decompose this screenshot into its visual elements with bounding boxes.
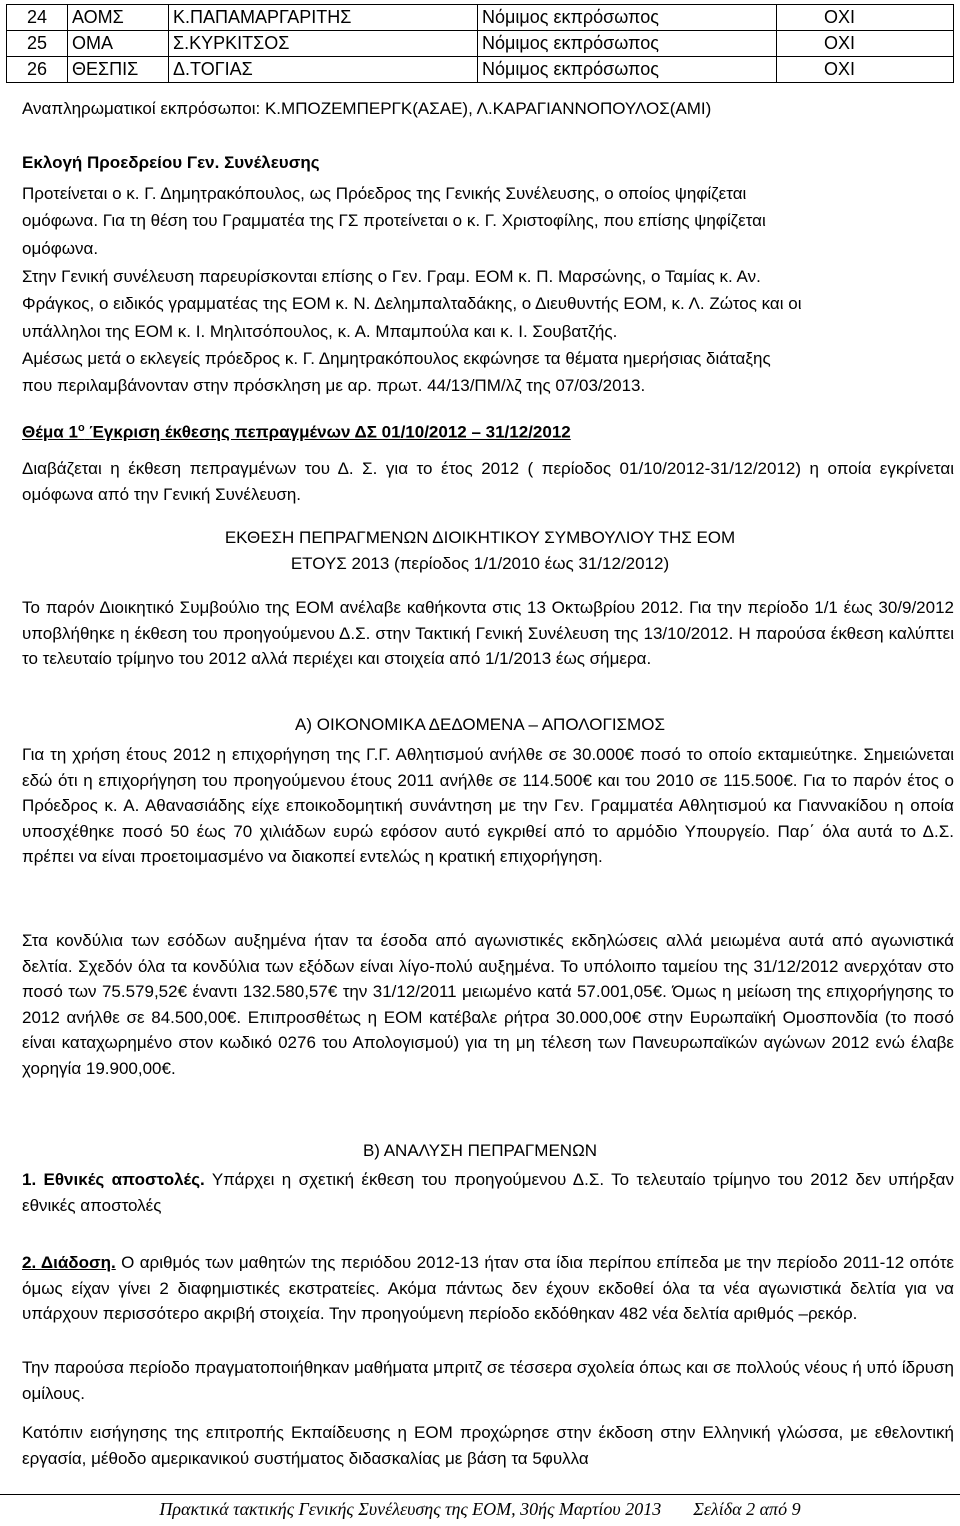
section-b-title: Β) ΑΝΑΛΥΣΗ ΠΕΠΡΑΓΜΕΝΩΝ xyxy=(362,1141,598,1160)
report-title-2: ΕΤΟΥΣ 2013 (περίοδος 1/1/2010 έως 31/12/2012) xyxy=(290,554,670,573)
table-row xyxy=(7,57,954,83)
section-a-paragraph-1: Για τη χρήση έτους 2012 η επιχορήγηση της Γ.Γ. Αθλητισμού ανήλθε σε 30.000€ ποσό το οποίο εκταμιεύτηκε. Σημειώνεται εδώ ότι η επιχορήγηση του προηγούμενου έτους 2011 ανήλθε σε 114.500€ και του 2010 σε 115.500€. Για το παρόν έτος ο Πρόεδρος κ. Α. Αθανασιάδης είχε εποικοδομητική συνάντηση με την Γεν. Γραμματέα Αθλητισμού κα Γιαννακίδου η οποία υποσχέθηκε ποσό 50 έως 70 χιλιάδων ευρώ εφόσον αυτό εγκριθεί από το αρμόδιο Υπουργείο. Παρ΄ όλα αυτά το Δ.Σ. πρέπει να είναι προετοιμασμένο να διακοπεί εντελώς η κρατική επιχορήγηση. xyxy=(22,745,954,866)
delegate-club: ΑΟΜΣ xyxy=(68,5,169,31)
delegate-vote: ΟΧΙ xyxy=(777,31,954,57)
election-line-7: Αμέσως μετά ο εκλεγείς πρόεδρος κ. Γ. Δημητρακόπουλος εκφώνησε τα θέματα ημερήσιας διάταξης xyxy=(22,349,771,368)
section-a-title: Α) ΟΙΚΟΝΟΜΙΚΑ ΔΕΔΟΜΕΝΑ – ΑΠΟΛΟΓΙΣΜΟΣ xyxy=(295,715,665,734)
item-2-paragraph-continued: Την παρούσα περίοδο πραγματοποιήθηκαν μαθήματα μπριτζ σε τέσσερα σχολεία όπως και σε πολλούς νέους ή υπό ίδρυση ομίλους. xyxy=(22,1358,954,1403)
election-line-4: Στην Γενική συνέλευση παρευρίσκονται επίσης ο Γεν. Γραμ. ΕΟΜ κ. Π. Μαρσώνης, ο Ταμίας κ. Αν. xyxy=(22,267,761,286)
footer-page-number: Σελίδα 2 από 9 xyxy=(693,1499,801,1519)
delegate-vote: ΟΧΙ xyxy=(777,57,954,83)
delegate-name: Σ.ΚΥΡΚΙΤΣΟΣ xyxy=(169,31,478,57)
topic-1-paragraph: Διαβάζεται η έκθεση πεπραγμένων του Δ. Σ. για το έτος 2012 ( περίοδος 01/10/2012-31/12/2012) η οποία εγκρίνεται ομόφωνα από την Γενική Συνέλευση. xyxy=(22,459,954,504)
delegates-table xyxy=(6,4,954,83)
election-line-2: ομόφωνα. Για τη θέση του Γραμματέα της ΓΣ προτείνεται ο κ. Γ. Χριστοφίλης, που επίσης ψηφίζεται xyxy=(22,211,766,230)
delegate-number: 24 xyxy=(7,5,68,31)
table-row xyxy=(7,31,954,57)
report-intro: Το παρόν Διοικητικό Συμβούλιο της ΕΟΜ ανέλαβε καθήκοντα στις 13 Οκτωβρίου 2012. Για την περίοδο 1/1 έως 30/9/2012 υποβλήθηκε η έκθεση του προηγούμενου Δ.Σ. στην Τακτική Γενική Συνέλευση της 13/10/2012. Η παρούσα έκθεση καλύπτει το τελευταίο τρίμηνο του 2012 αλλά περιέχει και στοιχεία από 1/1/2013 έως σήμερα. xyxy=(22,598,954,668)
election-line-5: Φράγκος, ο ειδικός γραμματέας της ΕΟΜ κ. Ν. Δελημπαλταδάκης, ο Διευθυντής ΕΟΜ, κ. Λ. Ζώτος και οι xyxy=(22,294,802,313)
election-line-3: ομόφωνα. xyxy=(22,239,99,258)
report-title-1: ΕΚΘΕΣΗ ΠΕΠΡΑΓΜΕΝΩΝ ΔΙΟΙΚΗΤΙΚΟΥ ΣΥΜΒΟΥΛΙΟΥ ΤΗΣ ΕΟΜ xyxy=(224,528,736,547)
page-footer xyxy=(0,1499,960,1520)
delegate-role: Νόμιμος εκπρόσωπος xyxy=(478,57,777,83)
election-line-6: υπάλληλοι της ΕΟΜ κ. Ι. Μηλιτσόπουλος, κ. Α. Μπαμπούλα και κ. Ι. Σουβατζής. xyxy=(22,322,618,341)
section-a-paragraph-2: Στα κονδύλια των εσόδων αυξημένα ήταν τα έσοδα από αγωνιστικές εκδηλώσεις αλλά μειωμένα αυτά από αγωνιστικά δελτία. Σχεδόν όλα τα κονδύλια των εξόδων είναι λίγο-πολύ αυξημένα. Το υπόλοιπο ταμείου της 31/12/2012 ανερχόταν στο ποσό των 75.579,52€ έναντι 132.580,57€ την 31/12/2011 μειωμένο κατά 57.001,05€. Όμως η μείωση της επιχορήγησης το 2012 ανήλθε σε 84.500,00€. Επιπροσθέτως η ΕΟΜ κατέβαλε ρήτρα 30.000,00€ στην Ευρωπαϊκή Ομοσπονδία (το ποσό είναι καταχωρημένο στον κωδικό 0276 του Απολογισμού) για τη μη τέλεση των Πανευρωπαϊκών αγώνων 2012 ενώ έλαβε χορηγία 19.900,00€. xyxy=(22,931,954,1078)
item-1-label: 1. Εθνικές αποστολές. xyxy=(22,1170,205,1189)
election-line-1: Προτείνεται ο κ. Γ. Δημητρακόπουλος, ως Πρόεδρος της Γενικής Συνέλευσης, ο οποίος ψηφίζεται xyxy=(22,184,747,203)
delegate-number: 25 xyxy=(7,31,68,57)
item-2-label: 2. Διάδοση. xyxy=(22,1253,116,1272)
table-row xyxy=(7,5,954,31)
delegate-vote: ΟΧΙ xyxy=(777,5,954,31)
delegate-name: Δ.ΤΟΓΙΑΣ xyxy=(169,57,478,83)
footer-rule xyxy=(0,1494,960,1495)
item-1-text: Υπάρχει η σχετική έκθεση του προηγούμενου Δ.Σ. Το τελευταίο τρίμηνο του 2012 δεν υπήρξαν εθνικές αποστολές xyxy=(22,1170,955,1215)
delegate-club: ΟΜΑ xyxy=(68,31,169,57)
topic-1-heading: Θέμα $1^o$ Έγκριση έκθεσης πεπραγμένων ΔΣ 01/10/2012 – 31/12/2012 xyxy=(22,422,571,442)
delegate-number: 26 xyxy=(7,57,68,83)
election-heading: Εκλογή Προεδρείου Γεν. Συνέλευσης xyxy=(22,153,320,172)
final-paragraph: Κατόπιν εισήγησης της επιτροπής Εκπαίδευσης η ΕΟΜ προχώρησε στην έκδοση στην Ελληνική γλώσσα, με εθελοντική εργασία, μέθοδο αμερικανικού συστήματος διδασκαλίας με βάση τα 5φυλλα xyxy=(22,1423,954,1468)
footer-title: Πρακτικά τακτικής Γενικής Συνέλευσης της ΕΟΜ, 30ής Μαρτίου 2013 xyxy=(159,1499,662,1519)
item-1-paragraph xyxy=(22,1167,954,1218)
delegate-name: Κ.ΠΑΠΑΜΑΡΓΑΡΙΤΗΣ xyxy=(169,5,478,31)
item-2-paragraph xyxy=(22,1250,954,1327)
delegate-role: Νόμιμος εκπρόσωπος xyxy=(478,31,777,57)
alternates-line: Αναπληρωματικοί εκπρόσωποι: Κ.ΜΠΟΖΕΜΠΕΡΓΚ(ΑΣΑΕ), Λ.ΚΑΡΑΓΙΑΝΝΟΠΟΥΛΟΣ(ΑΜΙ) xyxy=(22,99,712,118)
item-2-text: Ο αριθμός των μαθητών της περιόδου 2012-13 ήταν στα ίδια περίπου επίπεδα με την περίοδο 2011-12 οπότε όμως είχαν γίνει 2 διαφημιστικές εκστρατείες. Ακόμα πάντως δεν έχουν εκδοθεί όλα τα νέα αγωνιστικά δελτία για να υπάρχουν περισσότερο ακριβή στοιχεία. Την προηγούμενη περίοδο εκδόθηκαν 482 νέα δελτία αριθμός –ρεκόρ. xyxy=(22,1253,955,1323)
delegate-role: Νόμιμος εκπρόσωπος xyxy=(478,5,777,31)
election-line-8: που περιλαμβάνονταν στην πρόσκληση με αρ. πρωτ. 44/13/ΠΜ/λζ της 07/03/2013. xyxy=(22,376,646,395)
delegate-club: ΘΕΣΠΙΣ xyxy=(68,57,169,83)
